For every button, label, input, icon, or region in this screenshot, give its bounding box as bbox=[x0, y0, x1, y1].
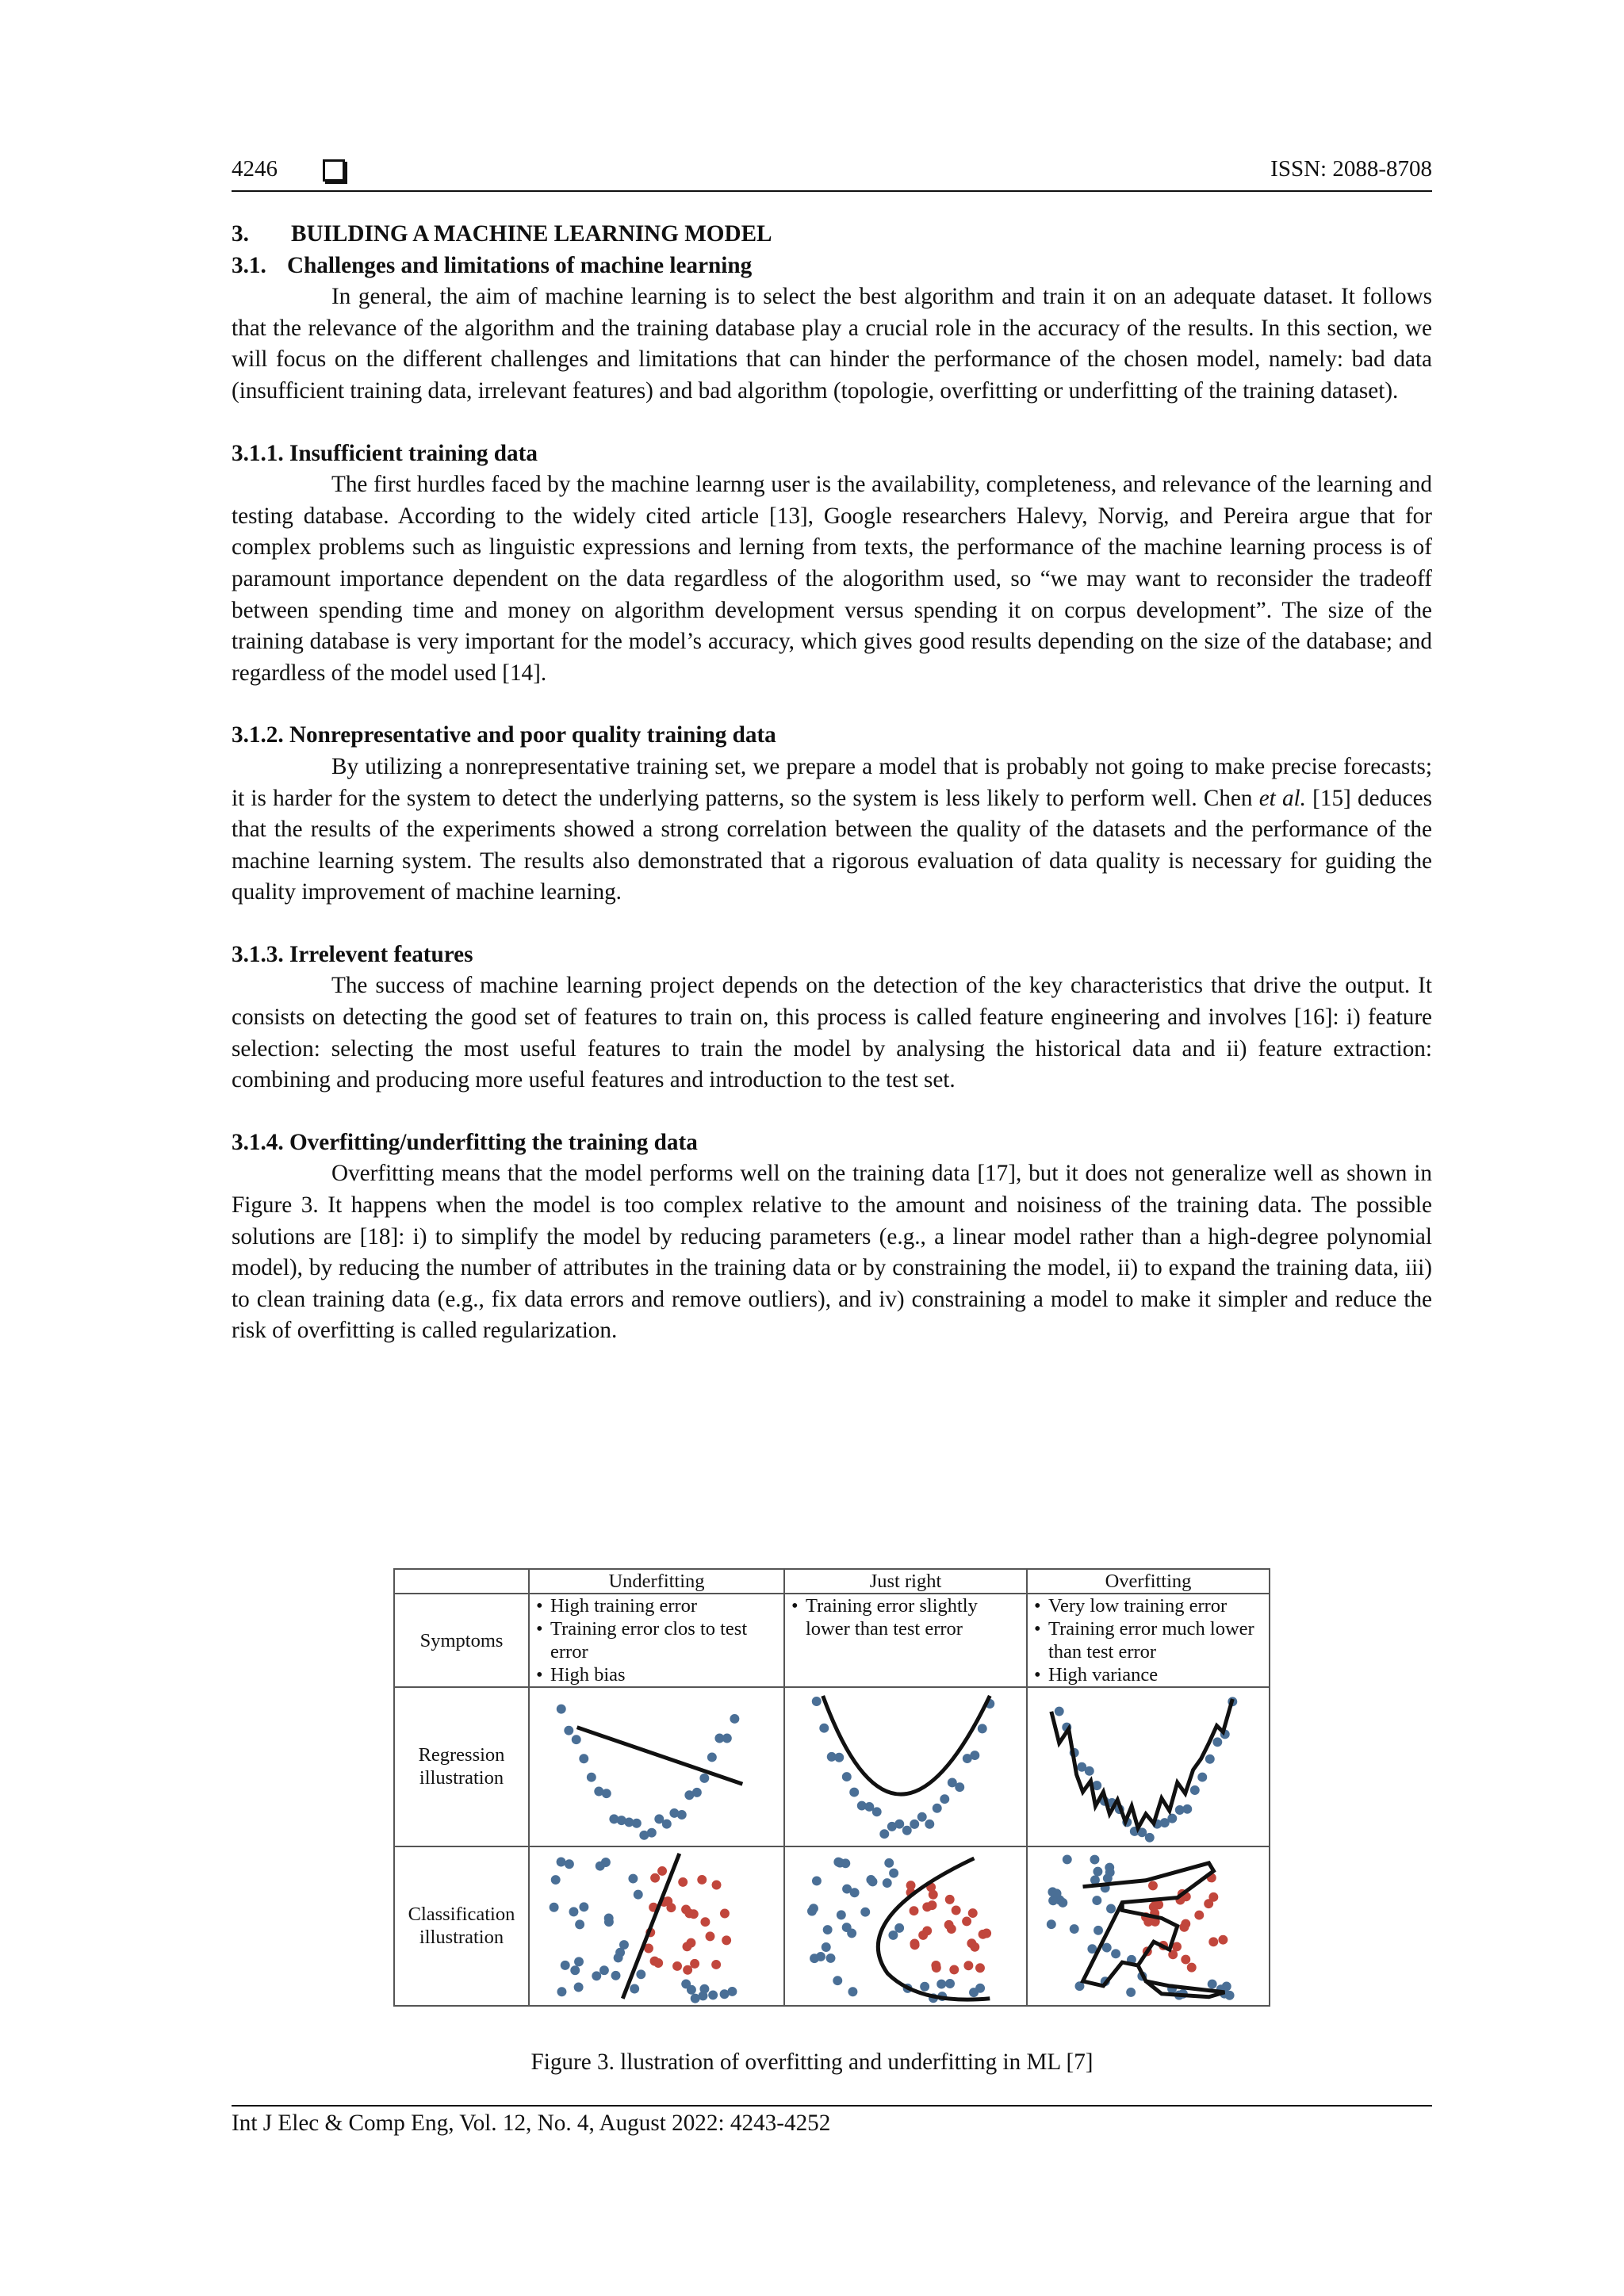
scatter-point bbox=[692, 1788, 702, 1797]
scatter-point bbox=[615, 1948, 625, 1957]
regression-points bbox=[1055, 1697, 1237, 1842]
article-body bbox=[232, 219, 1432, 1347]
heading-3-1-2: 3.1.2. Nonrepresentative and poor quality training data bbox=[232, 722, 776, 748]
scatter-point bbox=[955, 1782, 964, 1792]
scatter-point bbox=[1126, 1988, 1136, 1997]
section-title: BUILDING A MACHINE LEARNING MODEL bbox=[291, 221, 772, 247]
symptom-item: • High training error bbox=[530, 1594, 783, 1617]
scatter-point bbox=[837, 1910, 846, 1919]
subsection-title: Challenges and limitations of machine learning bbox=[287, 252, 753, 278]
journal-footer: Int J Elec & Comp Eng, Vol. 12, No. 4, August 2022: 4243-4252 bbox=[232, 2110, 831, 2136]
scatter-point bbox=[557, 1705, 566, 1714]
scatter-point bbox=[888, 1931, 898, 1940]
scatter-point bbox=[1063, 1854, 1072, 1864]
header-rule bbox=[232, 190, 1432, 192]
scatter-point bbox=[611, 1971, 621, 1980]
scatter-point bbox=[807, 1906, 817, 1915]
scatter-point bbox=[561, 1961, 570, 1970]
classification-underfitting bbox=[529, 1846, 784, 2006]
scatter-point bbox=[570, 1965, 580, 1975]
scatter-point bbox=[697, 1875, 707, 1885]
scatter-point bbox=[630, 1984, 639, 1993]
scatter-point bbox=[700, 1917, 710, 1927]
symptom-item: • High bias bbox=[530, 1663, 783, 1686]
scatter-point bbox=[1197, 1773, 1207, 1782]
classification-underfit-plot bbox=[530, 1847, 783, 2005]
col-overfitting: Overfitting bbox=[1027, 1569, 1270, 1594]
scatter-point bbox=[1187, 1962, 1197, 1972]
fit-comparison-table bbox=[393, 1568, 1270, 2007]
scatter-point bbox=[647, 1828, 657, 1838]
scatter-point bbox=[1204, 1899, 1213, 1908]
scatter-point bbox=[722, 1935, 731, 1945]
scatter-point bbox=[686, 1938, 695, 1947]
scatter-point bbox=[707, 1752, 717, 1762]
scatter-point bbox=[687, 1985, 696, 1995]
scatter-point bbox=[650, 1873, 660, 1882]
corner-cell bbox=[394, 1569, 529, 1594]
symptoms-row bbox=[394, 1594, 1270, 1687]
regression-row bbox=[394, 1687, 1270, 1846]
scatter-point bbox=[1070, 1924, 1079, 1934]
scatter-point bbox=[1208, 1937, 1218, 1946]
regression-underfit-plot bbox=[530, 1688, 783, 1846]
scatter-point bbox=[1208, 1979, 1217, 1988]
classification-just-right bbox=[784, 1846, 1027, 2006]
paragraph-3-1-2-part-a: By utilizing a nonrepresentative training set, we prepare a model that is probably not going to make precise forecasts; it is harder for the system to detect the underlying patterns, so the system is less likely to perform well. Chen bbox=[232, 753, 1432, 811]
scatter-point bbox=[672, 1961, 682, 1971]
symptoms-underfitting bbox=[529, 1594, 784, 1687]
scatter-point bbox=[653, 1958, 663, 1968]
symptom-item: • High variance bbox=[1028, 1663, 1269, 1686]
heading-3-1-1: 3.1.1. Insufficient training data bbox=[232, 440, 538, 466]
scatter-point bbox=[722, 1734, 732, 1743]
scatter-point bbox=[945, 1979, 955, 1988]
scatter-point bbox=[1103, 1873, 1113, 1883]
scatter-point bbox=[894, 1923, 904, 1933]
paragraph-3-1-2 bbox=[232, 752, 1432, 909]
scatter-point bbox=[952, 1905, 961, 1915]
scatter-point bbox=[970, 1942, 979, 1952]
table-header-row bbox=[394, 1569, 1270, 1594]
regression-points bbox=[812, 1697, 994, 1839]
scatter-point bbox=[569, 1907, 578, 1916]
regression-just-right bbox=[784, 1687, 1027, 1846]
scatter-point bbox=[1218, 1934, 1228, 1944]
et-al: et al. bbox=[1258, 785, 1306, 811]
scatter-point bbox=[602, 1789, 611, 1798]
row-label-classification: Classification illustration bbox=[394, 1846, 529, 2006]
scatter-point bbox=[689, 1909, 699, 1919]
page-number: 4246 bbox=[232, 156, 278, 182]
scatter-point bbox=[910, 1820, 919, 1829]
scatter-point bbox=[816, 1952, 825, 1961]
scatter-point bbox=[592, 1971, 601, 1980]
scatter-point bbox=[933, 1804, 942, 1813]
heading-3-1-3: 3.1.3. Irrelevent features bbox=[232, 941, 473, 967]
scatter-point bbox=[628, 1873, 638, 1883]
paragraph-3-1-3: The success of machine learning project depends on the detection of the key characteristics that drive the output. It consists on detecting the good set of features to train on, this process is called feature engineering and involves [16]: i) feature selection: selecting the most useful features to train the model by analysing the historical data and ii) feature extraction: combining and producing more useful features and introduction to the test set. bbox=[232, 973, 1432, 1093]
scatter-point bbox=[841, 1858, 850, 1868]
scatter-point bbox=[949, 1965, 959, 1974]
paragraph-3-1-4: Overfitting means that the model performs well on the training data [17], but it does not generalize well as shown in Figure 3. It happens when the model is too complex relative to the amount and noisiness of the training data. The possible solutions are [18]: i) to simplify the model by reducing parameters (e.g., a linear model rather than a high-degree polynomial model), by reducing the number of attributes in the training data or by constraining the model, ii) to expand the training data, iii) to clean training data (e.g., fix data errors and remove outliers), and iv) constraining a model to make it simpler and reduce the risk of overfitting is called regularization. bbox=[232, 1161, 1432, 1344]
scatter-point bbox=[812, 1876, 822, 1885]
scatter-point bbox=[945, 1895, 955, 1904]
scatter-point bbox=[1052, 1888, 1062, 1898]
scatter-point bbox=[975, 1963, 985, 1973]
footer-rule bbox=[232, 2105, 1432, 2107]
scatter-point bbox=[711, 1960, 721, 1969]
scatter-point bbox=[894, 1820, 904, 1829]
figure-3 bbox=[393, 1568, 1269, 1949]
running-header bbox=[232, 156, 1432, 189]
symptom-item: • Very low training error bbox=[1028, 1594, 1269, 1617]
scatter-point bbox=[683, 1965, 692, 1975]
scatter-point bbox=[557, 1987, 566, 1996]
scatter-point bbox=[708, 1990, 718, 1999]
heading-3-1-4: 3.1.4. Overfitting/underfitting the training data bbox=[232, 1129, 698, 1155]
scatter-point bbox=[842, 1772, 852, 1781]
scatter-point bbox=[1111, 1949, 1120, 1958]
scatter-point bbox=[1143, 1917, 1153, 1927]
scatter-point bbox=[931, 1961, 940, 1970]
scatter-point bbox=[1167, 1814, 1177, 1823]
scatter-point bbox=[574, 1982, 584, 1992]
scatter-point bbox=[1205, 1755, 1215, 1764]
scatter-point bbox=[917, 1812, 927, 1822]
scatter-point bbox=[657, 1866, 667, 1876]
scatter-point bbox=[720, 1989, 730, 1999]
scatter-point bbox=[910, 1938, 919, 1948]
classification-justright-plot bbox=[785, 1847, 1026, 2005]
scatter-point bbox=[579, 1754, 588, 1763]
scatter-point bbox=[1092, 1896, 1101, 1905]
issn: ISSN: 2088-8708 bbox=[1270, 156, 1432, 182]
scatter-point bbox=[1055, 1707, 1064, 1716]
scatter-point bbox=[565, 1859, 574, 1869]
scatter-point bbox=[969, 1988, 979, 1997]
scatter-point bbox=[920, 1982, 929, 1992]
scatter-point bbox=[730, 1714, 739, 1724]
overfit-curve bbox=[1051, 1699, 1232, 1828]
class-points bbox=[550, 1857, 737, 2003]
scatter-point bbox=[587, 1773, 596, 1782]
scatter-point bbox=[678, 1877, 688, 1887]
symptoms-overfitting bbox=[1027, 1594, 1270, 1687]
scatter-point bbox=[823, 1925, 833, 1934]
symptoms-just-right bbox=[784, 1594, 1027, 1687]
scatter-point bbox=[889, 1868, 898, 1877]
scatter-point bbox=[564, 1726, 573, 1735]
regression-overfit-plot bbox=[1028, 1688, 1269, 1846]
scatter-point bbox=[1148, 1881, 1158, 1890]
square-box-icon bbox=[323, 159, 345, 182]
regression-underfitting bbox=[529, 1687, 784, 1846]
subsection-heading bbox=[232, 251, 1432, 282]
paragraph-3-1-2-part-b: [15] deduces that the results of the experiments showed a strong correlation between the quality of the datasets and the performance of the machine learning system. The results also demonstrated that a rigorous evaluation of data quality is necessary for guiding the quality improvement of machine learning. bbox=[232, 785, 1432, 905]
scatter-point bbox=[1181, 1954, 1190, 1964]
scatter-point bbox=[978, 1724, 987, 1733]
paragraph-3-1-1: The first hurdles faced by the machine learnng user is the availability, completeness, and relevance of the learning and testing database. According to the widely cited article [13], Google researchers Halevy, Norvig, and Pereira argue that for complex problems such as linguistic expressions and lerning from texts, the performance of the machine learning process is of paramount importance dependent on the data regardless of the alogorithm used, so “we may want to reconsider the tradeoff between spending time and money on algorithm development versus spending it on corpus development”. The size of the training database is very important for the model’s accuracy, which gives good results depending on the size of the database; and regardless of the model used [14]. bbox=[232, 472, 1432, 686]
scatter-point bbox=[925, 1820, 934, 1829]
scatter-point bbox=[812, 1697, 822, 1706]
scatter-point bbox=[962, 1916, 971, 1926]
scatter-point bbox=[1145, 1833, 1155, 1843]
scatter-point bbox=[1085, 1766, 1094, 1776]
scatter-point bbox=[1105, 1862, 1114, 1872]
scatter-point bbox=[1194, 1910, 1204, 1919]
row-label-regression: Regression illustration bbox=[394, 1687, 529, 1846]
scatter-point bbox=[872, 1807, 882, 1816]
scatter-point bbox=[677, 1810, 687, 1820]
scatter-point bbox=[690, 1959, 699, 1969]
scatter-point bbox=[1182, 1804, 1192, 1814]
section-heading bbox=[232, 219, 1432, 251]
regression-justright-plot bbox=[785, 1688, 1026, 1846]
scatter-point bbox=[1212, 1737, 1222, 1747]
scatter-point bbox=[1106, 1904, 1116, 1913]
regression-overfitting bbox=[1027, 1687, 1270, 1846]
scatter-point bbox=[634, 1889, 643, 1899]
scatter-point bbox=[572, 1735, 581, 1744]
scatter-point bbox=[970, 1751, 979, 1760]
classification-row bbox=[394, 1846, 1270, 2006]
scatter-point bbox=[922, 1926, 932, 1935]
scatter-point bbox=[902, 1826, 912, 1835]
section-number: 3. bbox=[232, 221, 249, 247]
scatter-point bbox=[819, 1724, 829, 1733]
scatter-point bbox=[575, 1919, 584, 1929]
scatter-point bbox=[1090, 1854, 1099, 1864]
scatter-point bbox=[632, 1819, 642, 1828]
scatter-point bbox=[848, 1987, 857, 1996]
scatter-point bbox=[883, 1878, 892, 1888]
symptom-item: • Training error much lower than test error bbox=[1028, 1617, 1269, 1663]
scatter-point bbox=[868, 1877, 878, 1886]
scatter-point bbox=[879, 1829, 889, 1839]
scatter-point bbox=[1047, 1919, 1056, 1929]
classification-overfit-plot bbox=[1028, 1847, 1269, 2005]
scatter-point bbox=[1058, 1898, 1067, 1908]
scatter-point bbox=[706, 1931, 715, 1941]
scatter-point bbox=[1190, 1785, 1200, 1795]
scatter-point bbox=[849, 1788, 859, 1797]
scatter-point bbox=[982, 1928, 991, 1938]
symptom-item: • Training error slightly lower than test error bbox=[785, 1594, 1026, 1640]
symptom-item: • Training error clos to test error bbox=[530, 1617, 783, 1663]
scatter-point bbox=[968, 1908, 978, 1918]
scatter-point bbox=[928, 1900, 937, 1910]
scatter-point bbox=[963, 1961, 973, 1970]
scatter-point bbox=[910, 1906, 919, 1915]
scatter-point bbox=[936, 1979, 946, 1988]
subsection-number: 3.1. bbox=[232, 252, 266, 278]
col-just-right: Just right bbox=[784, 1569, 1027, 1594]
scatter-point bbox=[834, 1753, 844, 1762]
scatter-point bbox=[833, 1976, 842, 1985]
intro-paragraph: In general, the aim of machine learning is to select the best algorithm and train it on an adequate dataset. It follows that the relevance of the algorithm and the training database play a crucial role in the accuracy of the results. In this section, we will focus on the different challenges and limitations that can hinder the performance of the chosen model, namely: bad data (insufficient training data, irrelevant features) and bad algorithm (topologie, overfitting or underfitting of the training dataset). bbox=[232, 284, 1432, 404]
scatter-point bbox=[662, 1820, 672, 1829]
scatter-point bbox=[1093, 1866, 1102, 1876]
classification-overfitting bbox=[1027, 1846, 1270, 2006]
scatter-point bbox=[842, 1884, 852, 1893]
scatter-point bbox=[860, 1907, 870, 1916]
scatter-point bbox=[826, 1954, 836, 1963]
scatter-point bbox=[940, 1794, 949, 1804]
row-label-symptoms: Symptoms bbox=[394, 1594, 529, 1687]
scatter-point bbox=[596, 1861, 605, 1870]
scatter-point bbox=[699, 1774, 709, 1783]
scatter-point bbox=[550, 1903, 559, 1912]
scatter-point bbox=[551, 1875, 561, 1885]
scatter-point bbox=[574, 1957, 584, 1966]
scatter-point bbox=[822, 1942, 831, 1952]
scatter-point bbox=[604, 1917, 614, 1927]
figure-caption: Figure 3. llustration of overfitting and underfitting in ML [7] bbox=[530, 2049, 1094, 2075]
scatter-point bbox=[557, 1857, 566, 1866]
scatter-point bbox=[847, 1928, 856, 1938]
scatter-point bbox=[579, 1902, 588, 1911]
scatter-point bbox=[1094, 1926, 1103, 1935]
scatter-point bbox=[636, 1969, 645, 1979]
scatter-point bbox=[884, 1858, 894, 1868]
scatter-point bbox=[944, 1920, 954, 1930]
scatter-point bbox=[906, 1881, 916, 1890]
scatter-point bbox=[1179, 1923, 1189, 1932]
scatter-point bbox=[699, 1984, 709, 1993]
scatter-point bbox=[712, 1880, 722, 1889]
scatter-point bbox=[599, 1965, 609, 1975]
scatter-point bbox=[720, 1908, 730, 1918]
scatter-point bbox=[1102, 1942, 1112, 1952]
col-underfitting: Underfitting bbox=[529, 1569, 784, 1594]
